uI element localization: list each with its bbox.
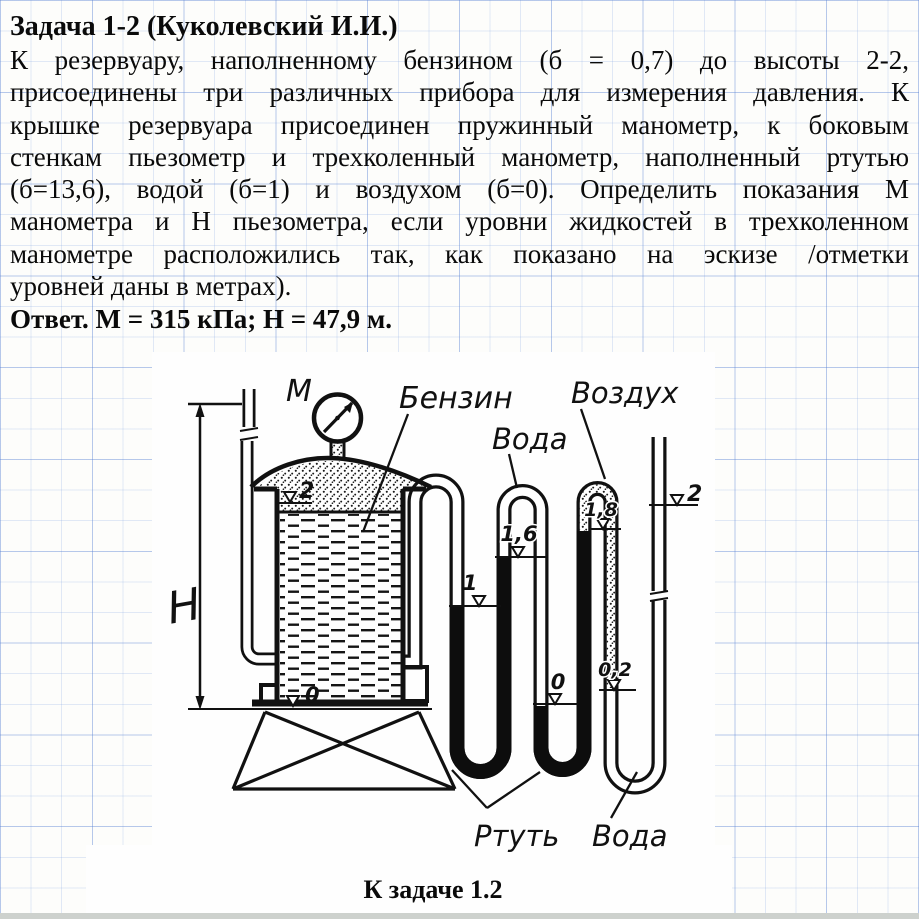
problem-line: (б=13,6), водой (б=1) и воздухом (б=0). Определить показания М	[10, 174, 909, 205]
benzin-label: Бензин	[399, 381, 513, 416]
mercury-label: Ртуть	[474, 819, 560, 853]
problem-text	[10, 10, 909, 336]
svg-text:0,2: 0,2	[598, 659, 632, 681]
svg-text:1,8: 1,8	[584, 499, 618, 521]
height-dimension	[188, 403, 242, 710]
tube-break-mark	[240, 428, 258, 440]
problem-line: уровней даны в метрах).	[10, 271, 292, 302]
problem-line: стенкам пьезометр и трехколенный манометр, наполненный ртутью	[10, 141, 909, 172]
svg-text:2: 2	[687, 482, 703, 507]
problem-title: Задача 1-2 (Куколевский И.И.)	[10, 11, 398, 42]
svg-text:2: 2	[299, 479, 315, 504]
problem-line: К резервуару, наполненному бензином (б = 0,7) до высоты 2-2,	[10, 45, 909, 75]
water-top-label: Вода	[492, 422, 568, 456]
gauge-label: M	[286, 374, 312, 409]
problem-line: манометра и Н пьезометра, если уровни жидкостей в трехколенном	[10, 206, 909, 237]
height-label: H	[163, 578, 205, 635]
tube-break-mark	[649, 591, 669, 601]
svg-text:1,6: 1,6	[500, 522, 538, 546]
svg-text:0: 0	[550, 670, 566, 694]
reservoir-stand	[233, 712, 455, 789]
three-bend-manometer-tube	[402, 437, 659, 787]
problem-answer: Ответ. М = 315 кПа; Н = 47,9 м.	[10, 304, 393, 335]
mercury-columns	[457, 531, 584, 772]
right-wall-fitting	[403, 667, 427, 701]
air-label: Воздух	[571, 376, 679, 410]
scheme-figure	[152, 352, 715, 918]
gasoline-liquid	[280, 514, 401, 698]
problem-line: манометре расположились так, как показано на эскизе /отметки	[10, 238, 909, 269]
svg-text:1: 1	[462, 571, 478, 595]
piezometer-tube	[240, 389, 277, 659]
problem-line: крышке резервуара присоединен пружинный манометр, к боковым	[10, 109, 909, 140]
figure-caption: К задаче 1.2	[363, 875, 503, 904]
pressure-gauge	[314, 395, 361, 459]
problem-line: присоединены три различных прибора для измерения давления. К	[10, 77, 909, 108]
svg-text:0: 0	[305, 683, 320, 707]
water-bottom-label: Вода	[592, 819, 668, 853]
